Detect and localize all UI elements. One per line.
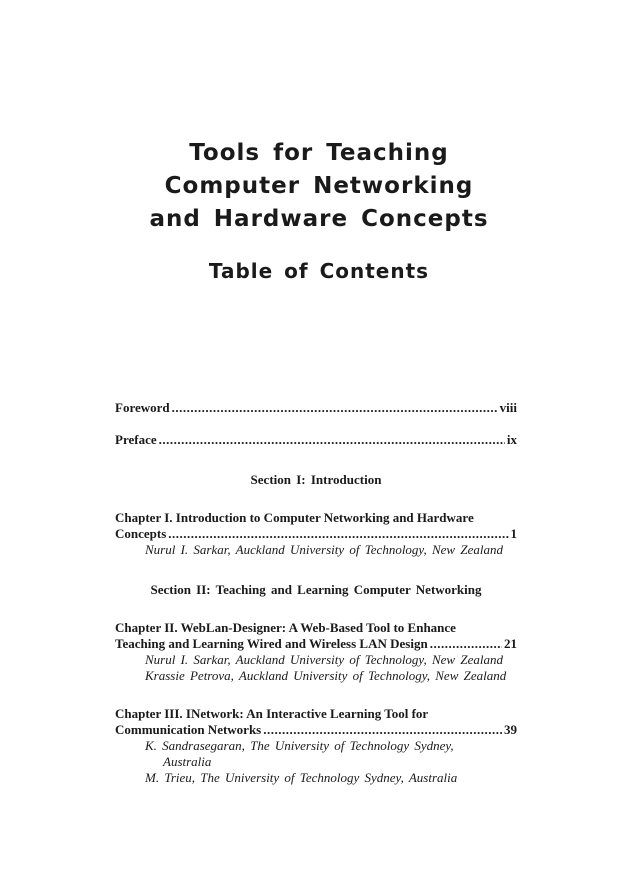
- toc-entry-chapter-2[interactable]: [115, 620, 517, 684]
- chapter-author: Australia: [163, 754, 212, 769]
- chapter-title-line: Chapter I. Introduction to Computer Networking and Hardware: [115, 510, 474, 525]
- toc-entry-label: Foreword: [115, 400, 170, 415]
- chapter-author: K. Sandrasegaran, The University of Technology Sydney,: [145, 738, 454, 753]
- dot-leader: [172, 400, 498, 416]
- chapter-title-line: [115, 722, 517, 738]
- chapter-title-end: Teaching and Learning Wired and Wireless LAN Design: [115, 636, 428, 651]
- dot-leader: [159, 432, 505, 448]
- section-heading: Section II: Teaching and Learning Computer Networking: [150, 582, 482, 597]
- toc-page-number: 1: [510, 526, 517, 541]
- toc-page-number: ix: [506, 432, 517, 447]
- table-of-contents: [115, 400, 517, 786]
- book-title: [0, 137, 638, 236]
- chapter-title-end: Concepts: [115, 526, 167, 541]
- toc-entry-chapter-3[interactable]: [115, 706, 517, 786]
- book-title-line: Tools for Teaching: [189, 140, 449, 166]
- chapter-author: Nurul I. Sarkar, Auckland University of Technology, New Zealand: [145, 652, 503, 667]
- toc-entry-preface[interactable]: [115, 432, 517, 448]
- chapter-title-line: Chapter III. INetwork: An Interactive Learning Tool for: [115, 706, 429, 721]
- toc-entry-label: Preface: [115, 432, 157, 447]
- dot-leader: [263, 722, 502, 738]
- toc-entry-chapter-1[interactable]: [115, 510, 517, 558]
- chapter-title-line: [115, 636, 517, 652]
- chapter-author: Nurul I. Sarkar, Auckland University of Technology, New Zealand: [145, 542, 503, 557]
- toc-heading: Table of Contents: [208, 259, 430, 283]
- book-title-line: and Hardware Concepts: [149, 206, 489, 232]
- toc-page-number: 21: [504, 636, 517, 651]
- section-heading: Section I: Introduction: [250, 472, 382, 487]
- chapter-author: M. Trieu, The University of Technology Sydney, Australia: [145, 770, 458, 785]
- toc-page-number: viii: [499, 400, 517, 415]
- book-title-line: Computer Networking: [164, 173, 474, 199]
- chapter-title-end: Communication Networks: [115, 722, 262, 737]
- chapter-title-line: Chapter II. WebLan-Designer: A Web-Based Tool to Enhance: [115, 620, 456, 635]
- toc-entry-foreword[interactable]: [115, 400, 517, 416]
- chapter-author: Krassie Petrova, Auckland University of Technology, New Zealand: [145, 668, 507, 683]
- toc-page-number: 39: [504, 722, 517, 737]
- dot-leader: [430, 636, 502, 652]
- dot-leader: [168, 526, 508, 542]
- chapter-title-line: [115, 526, 517, 542]
